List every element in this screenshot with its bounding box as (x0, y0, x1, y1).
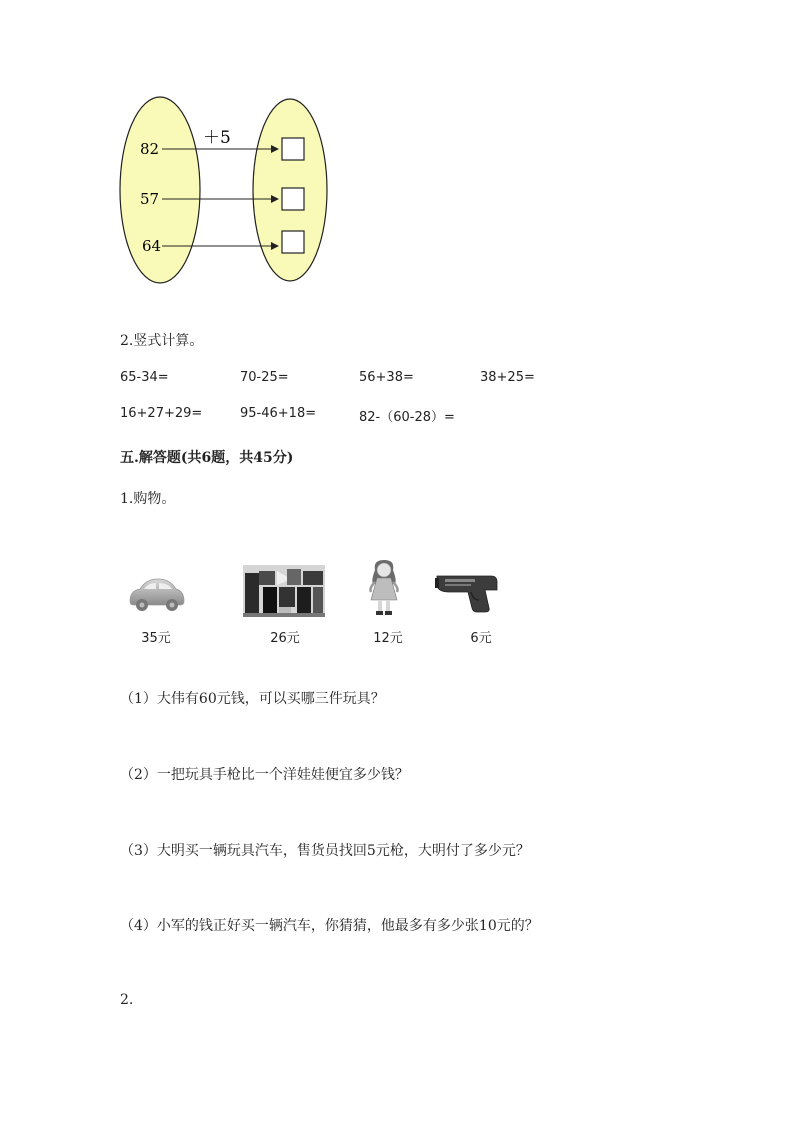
calc-item-4: 38+25= (480, 370, 535, 385)
toy-car-icon (126, 575, 186, 619)
calc-item-7: 82-（60-28）= (359, 410, 455, 425)
sub-question-3: （3）大明买一辆玩具汽车，售货员找回5元枪，大明付了多少元？ (120, 843, 530, 859)
doll-icon (365, 558, 403, 622)
operation-label: ＋5 (203, 128, 231, 148)
question-1-title: 1.购物。 (120, 491, 176, 507)
calc-item-2: 70-25= (240, 370, 289, 385)
doll-price: 12元 (373, 631, 403, 646)
car-price: 35元 (141, 631, 171, 646)
answer-box-1[interactable] (282, 138, 304, 160)
sub-question-4: （4）小军的钱正好买一辆汽车，你猜猜，他最多有多少张10元的？ (120, 918, 539, 934)
calc-item-5: 16+27+29= (120, 406, 203, 421)
answer-box-3[interactable] (282, 231, 304, 253)
section-five-heading: 五.解答题(共6题，共45分) (120, 450, 294, 466)
input-value-1: 82 (140, 140, 160, 158)
toy-gun-icon (435, 570, 505, 619)
toy-blocks-icon (243, 565, 325, 621)
calc-item-3: 56+38= (359, 370, 414, 385)
answer-box-2[interactable] (282, 188, 304, 210)
calc-section-title: 2.竖式计算。 (120, 333, 204, 349)
input-value-3: 64 (142, 237, 162, 255)
mapping-diagram (110, 90, 350, 290)
calc-item-1: 65-34= (120, 370, 169, 385)
calc-item-6: 95-46+18= (240, 406, 317, 421)
gun-price: 6元 (470, 631, 492, 646)
question-2-label: 2. (120, 992, 134, 1008)
input-value-2: 57 (140, 190, 160, 208)
sub-question-1: （1）大伟有60元钱，可以买哪三件玩具？ (120, 691, 385, 707)
mapping-diagram-svg (110, 90, 350, 290)
blocks-price: 26元 (270, 631, 300, 646)
sub-question-2: （2）一把玩具手枪比一个洋娃娃便宜多少钱？ (120, 767, 409, 783)
input-ellipse (120, 97, 200, 283)
